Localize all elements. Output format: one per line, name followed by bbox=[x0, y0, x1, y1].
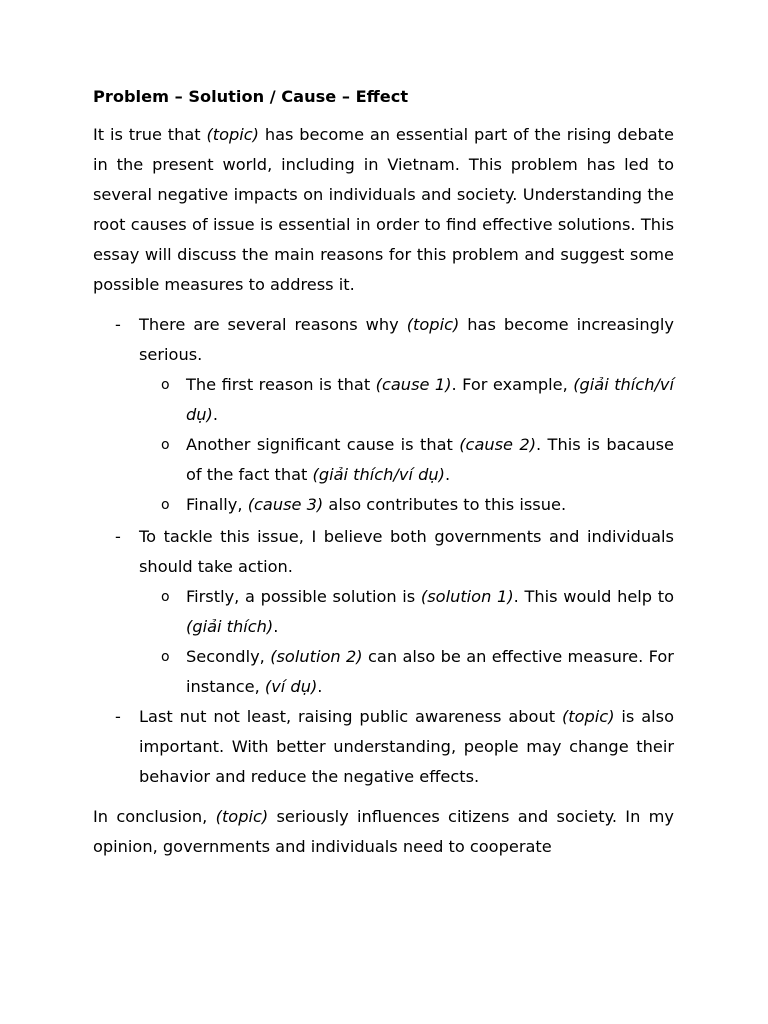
intro-topic: (topic) bbox=[206, 125, 259, 144]
reasons-bullet bbox=[93, 310, 674, 370]
conclusion-text-2: seriously influences citizens and society. In my opinion, governments and individuals need to cooperate bbox=[93, 807, 674, 856]
reasons-text-2: has become increasingly serious. bbox=[139, 315, 674, 364]
reasons-text-1: There are several reasons why bbox=[139, 315, 407, 334]
solution-1-text-3: . bbox=[273, 617, 279, 636]
document-title: Problem – Solution / Cause – Effect bbox=[93, 87, 409, 106]
circle-marker: o bbox=[161, 497, 170, 513]
solution-2-text-3: . bbox=[317, 677, 323, 696]
solution-2-placeholder: (solution 2) bbox=[270, 647, 363, 666]
cause-2-placeholder: (cause 2) bbox=[459, 435, 537, 454]
circle-marker: o bbox=[161, 437, 170, 453]
intro-text-1: It is true that bbox=[93, 125, 207, 144]
document-page bbox=[93, 82, 674, 870]
solution-1-text-2: . This would help to bbox=[513, 587, 674, 606]
solutions-bullet bbox=[93, 522, 674, 582]
awareness-text-1: Last nut not least, raising public awareness about bbox=[139, 707, 562, 726]
cause-1-explanation: (giải thích/ví dụ) bbox=[186, 375, 674, 424]
solutions-text: To tackle this issue, I believe both governments and individuals should take action. bbox=[139, 527, 674, 576]
conclusion-text-1: In conclusion, bbox=[93, 807, 216, 826]
circle-marker: o bbox=[161, 589, 170, 605]
cause-1-placeholder: (cause 1) bbox=[375, 375, 452, 394]
cause-1-text-3: . bbox=[212, 405, 219, 424]
solution-1-explanation: (giải thích) bbox=[186, 617, 274, 636]
cause-3-item bbox=[93, 490, 674, 520]
circle-marker: o bbox=[161, 649, 170, 665]
cause-1-item bbox=[93, 370, 674, 430]
solution-1-placeholder: (solution 1) bbox=[420, 587, 514, 606]
solution-2-text-2: can also be an effective measure. For instance, bbox=[186, 647, 674, 696]
conclusion-paragraph bbox=[93, 802, 674, 862]
dash-marker: - bbox=[115, 527, 121, 546]
conclusion-topic: (topic) bbox=[215, 807, 269, 826]
cause-1-text-2: . For example, bbox=[451, 375, 574, 394]
solution-2-example: (ví dụ) bbox=[264, 677, 318, 696]
cause-2-explanation: (giải thích/ví dụ) bbox=[312, 465, 445, 484]
solution-1-item bbox=[93, 582, 674, 642]
intro-text-2: has become an essential part of the rising debate in the present world, including in Vietnam. This problem has led to several negative impacts on individuals and society. Understanding the root causes of issue is essential in order to find effective solutions. This essay will discuss the main reasons for this problem and suggest some possible measures to address it. bbox=[93, 125, 674, 294]
cause-3-placeholder: (cause 3) bbox=[247, 495, 324, 514]
dash-marker: - bbox=[115, 707, 121, 726]
dash-marker: - bbox=[115, 315, 121, 334]
awareness-bullet bbox=[93, 702, 674, 792]
solution-2-item bbox=[93, 642, 674, 702]
cause-2-text-3: . bbox=[444, 465, 451, 484]
solution-1-text-1: Firstly, a possible solution is bbox=[186, 587, 421, 606]
cause-1-text-1: The first reason is that bbox=[186, 375, 376, 394]
awareness-text-2: is also important. With better understanding, people may change their behavior and reduce the negative effects. bbox=[139, 707, 674, 786]
solution-2-text-1: Secondly, bbox=[186, 647, 271, 666]
reasons-topic: (topic) bbox=[406, 315, 460, 334]
awareness-topic: (topic) bbox=[561, 707, 615, 726]
cause-2-text-1: Another significant cause is that bbox=[186, 435, 460, 454]
cause-2-item bbox=[93, 430, 674, 490]
cause-2-text-2: . This is bacause of the fact that bbox=[186, 435, 674, 484]
cause-3-text-1: Finally, bbox=[186, 495, 248, 514]
cause-3-text-2: also contributes to this issue. bbox=[323, 495, 567, 514]
circle-marker: o bbox=[161, 377, 170, 393]
intro-paragraph bbox=[93, 120, 674, 300]
